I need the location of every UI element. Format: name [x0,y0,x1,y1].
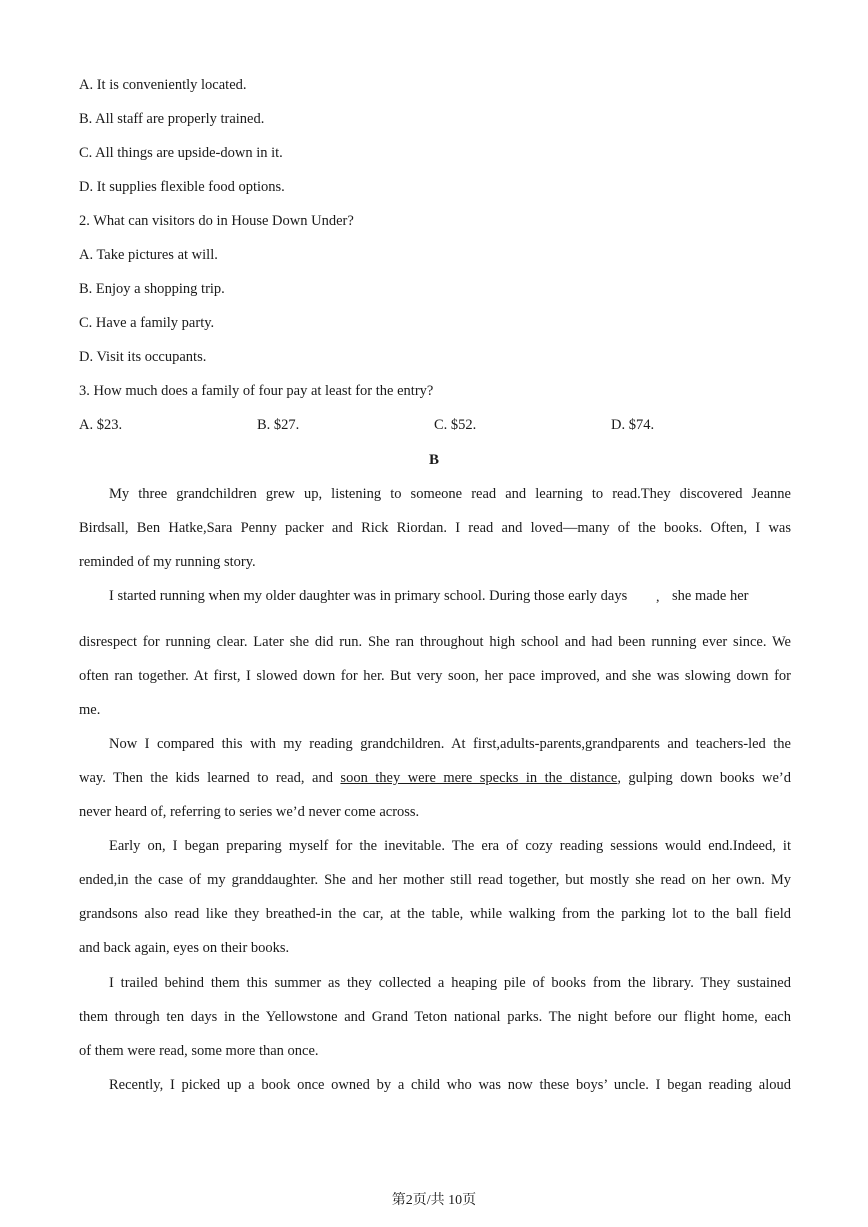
paragraph-6 [79,1075,791,1109]
paragraph-4 [79,836,791,972]
q2-option-c: C. Have a family party. [79,315,215,331]
paragraph-5-line: I trailed behind them this summer as they collected a heaping pile of books from the library. They sustained [109,975,791,991]
paragraph-3 [79,734,791,836]
paragraph-1-line: My three grandchildren grew up, listening to someone read and learning to read.They discovered Jeanne [109,486,791,502]
q3-option-c: C. $52. [434,417,477,433]
q1-option-d: D. It supplies flexible food options. [79,179,285,195]
page-footer: 第2页/共 10页 [391,1193,477,1208]
paragraph-1-line: reminded of my running story. [79,554,256,570]
paragraph-2-line: disrespect for running clear. Later she did run. She ran throughout high school and had been running ever since. We [79,634,791,650]
paragraph-5 [79,973,791,1075]
q1-option-a: A. It is conveniently located. [79,77,247,93]
paragraph-6-line: Recently, I picked up a book once owned by a child who was now these boys’ uncle. I began reading aloud [109,1077,791,1093]
paragraph-3-text: way. Then the kids learned to read, and [79,770,341,786]
paragraph-2-comma: , [656,590,660,605]
paragraph-2-line: often ran together. At first, I slowed down for her. But very soon, her pace improved, and she was slowing down for [79,668,791,684]
section-b-title: B [428,452,439,468]
q2-option-b: B. Enjoy a shopping trip. [79,281,225,297]
paragraph-2 [79,632,791,734]
paragraph-2-line-1-end: she made her [672,588,749,604]
paragraph-5-line: of them were read, some more than once. [79,1043,319,1059]
paragraph-3-text: , gulping down books we’d [617,770,791,786]
q2-option-a: A. Take pictures at will. [79,247,218,263]
paragraph-4-line: and back again, eyes on their books. [79,940,290,956]
paragraph-4-line: Early on, I began preparing myself for the inevitable. The era of cozy reading sessions would end.Indeed, it [109,838,791,854]
paragraph-4-line: ended,in the case of my granddaughter. She and her mother still read together, but mostly she read on her own. My [79,872,791,888]
paragraph-2-line-1: I started running when my older daughter was in primary school. During those early days [109,588,628,604]
paragraph-5-line: them through ten days in the Yellowstone and Grand Teton national parks. The night before our flight home, each [79,1009,791,1025]
q3-option-d: D. $74. [611,417,655,433]
paragraph-2-line: me. [79,702,101,718]
paragraph-1-line: Birdsall, Ben Hatke,Sara Penny packer and Rick Riordan. I read and loved—many of the books. Often, I was [79,520,791,536]
q1-option-b: B. All staff are properly trained. [79,111,265,127]
q3-question: 3. How much does a family of four pay at least for the entry? [79,383,434,399]
paragraph-3-line: Now I compared this with my reading grandchildren. At first,adults-parents,grandparents and teachers-led the [109,736,791,752]
q2-option-d: D. Visit its occupants. [79,349,207,365]
q3-option-b: B. $27. [257,417,300,433]
q3-option-a: A. $23. [79,417,123,433]
underlined-phrase: soon they were mere specks in the distance [340,770,618,786]
q2-question: 2. What can visitors do in House Down Under? [79,213,354,229]
paragraph-3-line-2 [79,768,791,802]
q1-option-c: C. All things are upside-down in it. [79,145,283,161]
paragraph-1 [79,484,791,586]
paragraph-3-line: never heard of, referring to series we’d never come across. [79,804,420,820]
paragraph-4-line: grandsons also read like they breathed-in the car, at the table, while walking from the parking lot to the ball field [79,906,791,922]
